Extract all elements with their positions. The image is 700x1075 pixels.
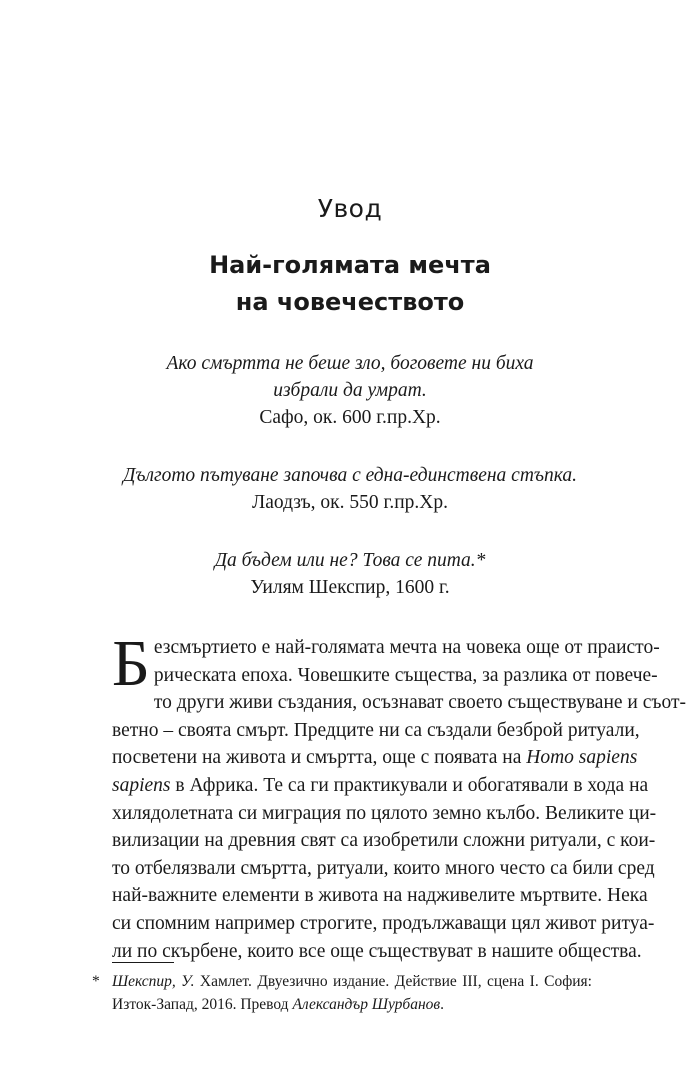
body-line: езсмъртието е най-голямата мечта на човека още от праисто- bbox=[153, 637, 660, 658]
species-name: Homo sapiens bbox=[526, 747, 638, 769]
body-line: то други живи създания, осъзнават своето съществуване и съот- bbox=[153, 692, 686, 714]
footnote-translator: Александър Шурбанов bbox=[292, 996, 441, 1013]
body-line: то отбелязвали смъртта, ритуали, които много често са били сред bbox=[112, 857, 655, 879]
body-line: най-важните елементи в живота на надживелите мъртвите. Нека bbox=[112, 885, 648, 907]
epigraph-source: Лаодзъ, ок. 550 г.пр.Хр. bbox=[252, 492, 448, 513]
epigraph-quote-line: избрали да умрат. bbox=[273, 380, 427, 401]
footnote-marker: * bbox=[92, 973, 100, 990]
body-line bbox=[112, 744, 638, 772]
epigraph-laozi bbox=[0, 462, 700, 516]
epigraph-shakespeare bbox=[0, 547, 700, 601]
epigraph-sappho bbox=[0, 350, 700, 431]
footnote-line bbox=[112, 993, 592, 1016]
footnote-text: Изток-Запад, 2016. Превод bbox=[112, 996, 289, 1013]
footnote-text: Хамлет. Двуезично издание. Действие III, сцена I. София: bbox=[199, 973, 592, 990]
body-line bbox=[112, 772, 649, 800]
epigraph-source: Уилям Шекспир, 1600 г. bbox=[250, 577, 450, 598]
body-text-run: в Африка. Те са ги практикували и обогатявали в хода на bbox=[175, 774, 649, 796]
body-line: вилизации на древния свят са изобретили сложни ритуали, с кои- bbox=[112, 830, 656, 852]
footnote-divider bbox=[112, 962, 174, 963]
footnote bbox=[92, 970, 592, 1016]
footnote-end: . bbox=[440, 996, 444, 1013]
body-line: рическата епоха. Човешките същества, за разлика от повече- bbox=[153, 664, 658, 686]
body-line: ветно – своята смърт. Предците ни са създали безброй ритуали, bbox=[112, 719, 640, 741]
title-line-1: Най-голямата мечта bbox=[209, 251, 491, 279]
epigraph-source: Сафо, ок. 600 г.пр.Хр. bbox=[259, 407, 441, 428]
footnote-author: Шекспир, У. bbox=[112, 973, 195, 990]
epigraph-quote-line: Дългото пътуване започва с една-единствена стъпка. bbox=[122, 465, 578, 486]
body-line: си спомним например строгите, продължаващи цял живот ритуа- bbox=[112, 912, 655, 934]
drop-cap: Б bbox=[112, 627, 150, 700]
epigraph-quote-line: Ако смъртта не беше зло, боговете ни биха bbox=[166, 353, 534, 374]
species-name: sapiens bbox=[112, 774, 171, 796]
epigraph-quote-line: Да бъдем или не? Това се пита.* bbox=[214, 550, 486, 571]
chapter-title bbox=[0, 247, 700, 321]
section-label: Увод bbox=[317, 194, 383, 223]
title-line-2: на човечеството bbox=[235, 288, 465, 316]
body-line: хилядолетната си миграция по цялото земно кълбо. Великите ци- bbox=[112, 802, 657, 824]
body-paragraph bbox=[112, 627, 686, 965]
body-text-run: посветени на живота и смъртта, още с появата на bbox=[112, 747, 522, 769]
body-line: ли по скърбене, които все още съществуват в нашите общества. bbox=[112, 940, 642, 962]
footnote-line bbox=[112, 970, 592, 993]
